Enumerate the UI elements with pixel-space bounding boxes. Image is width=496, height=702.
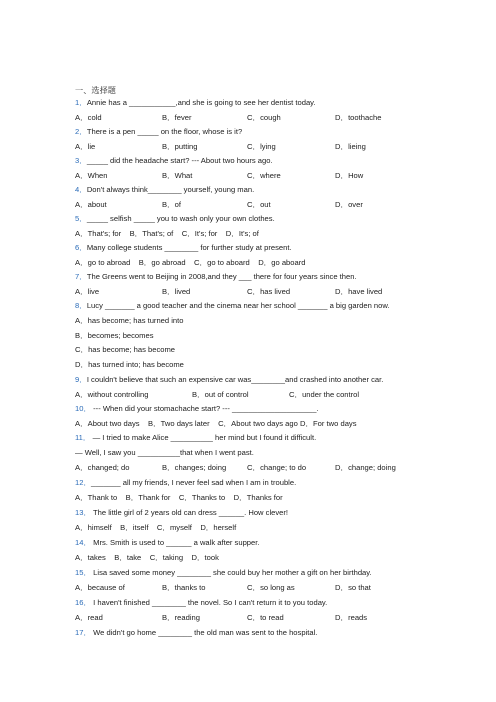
- question-stem: I couldn't believe that such an expensive car was________and crashed into another car.: [86, 375, 384, 384]
- option-d[interactable]: D．so that: [335, 583, 371, 592]
- option-c[interactable]: C．cough: [247, 113, 281, 122]
- options-inline[interactable]: A．That's; for B．That's; of C．It's; for D．It's; of: [75, 229, 259, 238]
- option-d[interactable]: D．lieing: [335, 142, 366, 151]
- option-d[interactable]: D．reads: [335, 613, 368, 622]
- option-c[interactable]: C．out: [247, 200, 271, 209]
- question-14: [75, 538, 259, 548]
- option-c[interactable]: C．where: [247, 171, 281, 180]
- option-d[interactable]: D．have lived: [335, 287, 383, 296]
- option-a[interactable]: A．changed; do: [75, 463, 130, 472]
- option-b[interactable]: B．out of control: [192, 390, 249, 399]
- question-9: [75, 375, 383, 385]
- question-6: [75, 243, 292, 253]
- option-b[interactable]: B．thanks to: [162, 583, 206, 592]
- question-stem: --- When did your stomachache start? --- ____________________.: [91, 404, 319, 413]
- question-number: 4．: [75, 185, 87, 194]
- option-b[interactable]: B．becomes; becomes: [75, 331, 154, 340]
- options-row: [75, 463, 405, 473]
- question-number: 9．: [75, 375, 87, 384]
- options-inline[interactable]: A．go to abroad B．go abroad C．go to aboard D．go aboard: [75, 258, 306, 267]
- question-stem: The little girl of 2 years old can dress ______. How clever!: [91, 508, 289, 517]
- question-2: [75, 127, 242, 137]
- options-inline[interactable]: A．takes B．take C．taking D．took: [75, 553, 219, 562]
- question-stem: Lucy _______ a good teacher and the cinema near her school _______ a big garden now.: [86, 301, 390, 310]
- question-3: [75, 156, 273, 166]
- option-b[interactable]: B．What: [162, 171, 193, 180]
- question-10: [75, 404, 319, 414]
- section-heading: 一、选择题: [75, 85, 116, 95]
- question-stem: We didn't go home ________ the old man was sent to the hospital.: [91, 628, 318, 637]
- question-stem: Lisa saved some money ________ she could buy her mother a gift on her birthday.: [91, 568, 372, 577]
- question-stem: The Greens went to Beijing in 2008,and they ___ there for four years since then.: [86, 272, 357, 281]
- question-stem: Don't always think________ yourself, young man.: [86, 185, 255, 194]
- question-15: [75, 568, 372, 578]
- option-d[interactable]: D．has turned into; has become: [75, 360, 184, 369]
- option-b[interactable]: B．lived: [162, 287, 191, 296]
- options-row: [75, 613, 405, 623]
- question-11: [75, 433, 316, 443]
- question-stem: _____ selfish _____ you to wash only your own clothes.: [86, 214, 275, 223]
- option-a[interactable]: A．When: [75, 171, 108, 180]
- question-number: 5．: [75, 214, 87, 223]
- question-stem-continued: — Well, I saw you __________that when I went past.: [75, 448, 254, 457]
- option-d[interactable]: D．change; doing: [335, 463, 396, 472]
- question-stem: There is a pen _____ on the floor, whose is it?: [86, 127, 243, 136]
- question-7: [75, 272, 357, 282]
- options-row: [75, 583, 405, 593]
- question-number: 6．: [75, 243, 87, 252]
- option-a[interactable]: A．without controlling: [75, 390, 149, 399]
- question-stem: Mrs. Smith is used to ______ a walk after supper.: [91, 538, 260, 547]
- options-inline[interactable]: A．About two days B．Two days later C．About two days ago D．For two days: [75, 419, 357, 428]
- option-d[interactable]: D．over: [335, 200, 363, 209]
- question-number: 7．: [75, 272, 87, 281]
- options-row: [75, 390, 405, 400]
- options-inline[interactable]: A．himself B．itself C．myself D．herself: [75, 523, 237, 532]
- option-d[interactable]: D．How: [335, 171, 364, 180]
- question-number: 13．: [75, 508, 92, 517]
- question-number: 11．: [75, 433, 91, 442]
- question-stem: Annie has a ___________,and she is going to see her dentist today.: [86, 98, 316, 107]
- options-row: [75, 113, 405, 123]
- question-number: 1．: [75, 98, 87, 107]
- question-4: [75, 185, 254, 195]
- question-17: [75, 628, 317, 638]
- option-b[interactable]: B．putting: [162, 142, 198, 151]
- question-stem: Many college students ________ for further study at present.: [86, 243, 292, 252]
- question-stem: _______ all my friends, I never feel sad when I am in trouble.: [91, 478, 297, 487]
- question-number: 2．: [75, 127, 87, 136]
- option-a[interactable]: A．live: [75, 287, 100, 296]
- options-row: [75, 200, 405, 210]
- options-row: [75, 171, 405, 181]
- options-row: [75, 142, 405, 152]
- question-stem: I haven't finished ________ the novel. So I can't return it to you today.: [91, 598, 328, 607]
- question-number: 3．: [75, 156, 87, 165]
- option-a[interactable]: A．read: [75, 613, 103, 622]
- options-row: [75, 287, 405, 297]
- option-c[interactable]: C．change; to do: [247, 463, 307, 472]
- question-stem: — I tried to make Alice __________ her mind but I found it difficult.: [90, 433, 317, 442]
- question-8: [75, 301, 390, 311]
- question-16: [75, 598, 327, 608]
- option-a[interactable]: A．has become; has turned into: [75, 316, 184, 325]
- question-stem: _____ did the headache start? --- About two hours ago.: [86, 156, 273, 165]
- option-c[interactable]: C．under the control: [289, 390, 360, 399]
- question-1: [75, 98, 316, 108]
- option-b[interactable]: B．changes; doing: [162, 463, 227, 472]
- option-b[interactable]: B．fever: [162, 113, 192, 122]
- option-a[interactable]: A．cold: [75, 113, 102, 122]
- option-a[interactable]: A．about: [75, 200, 107, 209]
- option-a[interactable]: A．lie: [75, 142, 96, 151]
- option-c[interactable]: C．has lived: [247, 287, 291, 296]
- options-inline[interactable]: A．Thank to B．Thank for C．Thanks to D．Thanks for: [75, 493, 283, 502]
- option-c[interactable]: C．to read: [247, 613, 284, 622]
- option-b[interactable]: B．reading: [162, 613, 200, 622]
- question-number: 14．: [75, 538, 92, 547]
- question-number: 15．: [75, 568, 92, 577]
- option-b[interactable]: B．of: [162, 200, 181, 209]
- question-number: 17．: [75, 628, 92, 637]
- option-d[interactable]: D．toothache: [335, 113, 382, 122]
- question-number: 12．: [75, 478, 92, 487]
- option-a[interactable]: A．because of: [75, 583, 125, 592]
- option-c[interactable]: C．has become; has become: [75, 345, 176, 354]
- option-c[interactable]: C．so long as: [247, 583, 295, 592]
- question-number: 16．: [75, 598, 92, 607]
- question-number: 10．: [75, 404, 92, 413]
- option-c[interactable]: C．lying: [247, 142, 276, 151]
- question-13: [75, 508, 288, 518]
- question-5: [75, 214, 275, 224]
- question-number: 8．: [75, 301, 87, 310]
- question-12: [75, 478, 296, 488]
